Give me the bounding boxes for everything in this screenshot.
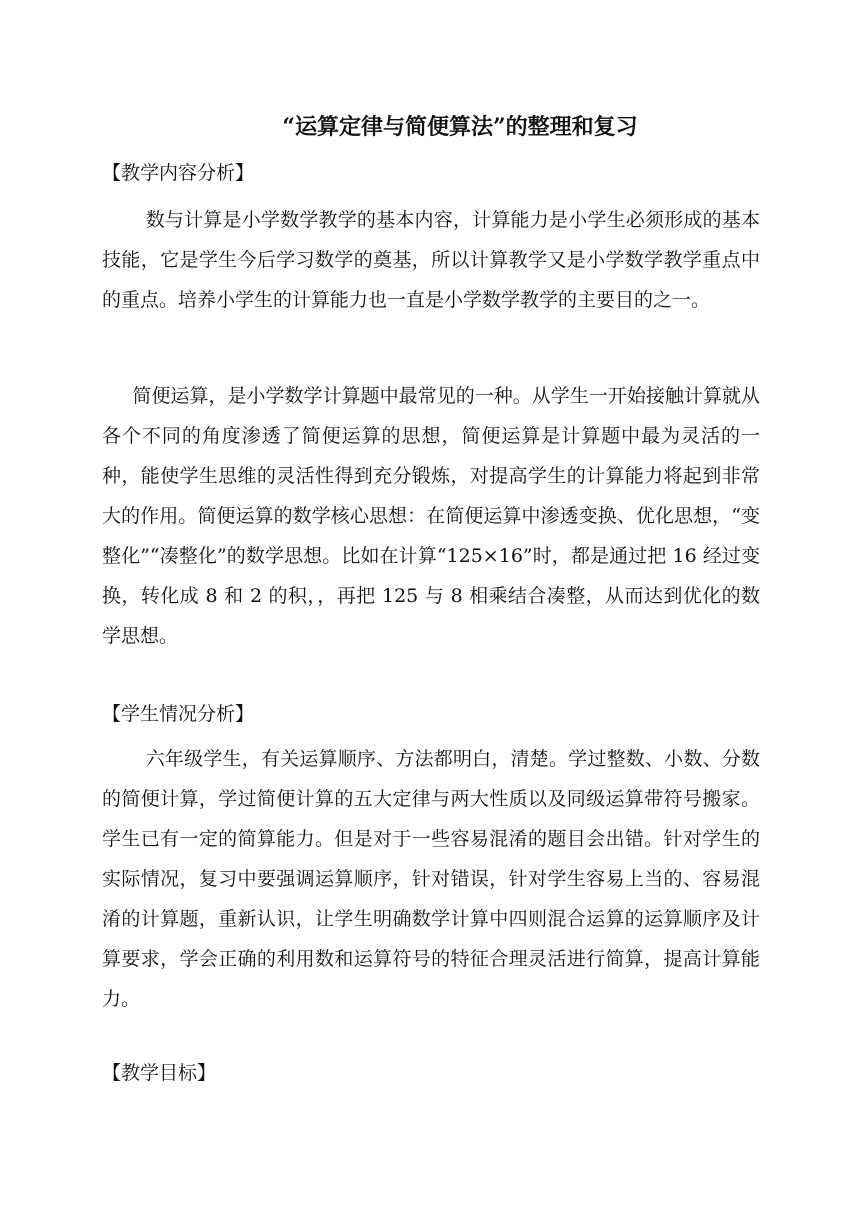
section-heading-content-analysis: 【教学内容分析】 <box>102 162 255 184</box>
section-heading-student-analysis: 【学生情况分析】 <box>102 703 255 725</box>
paragraph-student-analysis-1: 六年级学生，有关运算顺序、方法都明白，清楚。学过整数、小数、分数的简便计算，学过简便计算的五大定律与两大性质以及同级运算带符号搬家。学生已有一定的简算能力。但是对于一些容易混淆的题目会出错。针对学生的实际情况，复习中要强调运算顺序，针对错误，针对学生容易上当的、容易混淆的计算题，重新认识，让学生明确数学计算中四则混合运算的运算顺序及计算要求，学会正确的利用数和运算符号的特征合理灵活进行简算，提高计算能力。 <box>102 748 760 1010</box>
paragraph-content-analysis-1: 数与计算是小学数学教学的基本内容，计算能力是小学生必须形成的基本技能，它是学生今后学习数学的奠基，所以计算教学又是小学数学教学重点中的重点。培养小学生的计算能力也一直是小学数学教学的主要目的之一。 <box>102 209 760 311</box>
section-heading-teaching-goals: 【教学目标】 <box>102 1062 217 1084</box>
paragraph-content-analysis-2: 简便运算，是小学数学计算题中最常见的一种。从学生一开始接触计算就从各个不同的角度渗透了简便运算的思想，简便运算是计算题中最为灵活的一种，能使学生思维的灵活性得到充分锻炼，对提高学生的计算能力将起到非常大的作用。简便运算的数学核心思想：在简便运算中渗透变换、优化思想，“变整化”“凑整化”的数学思想。比如在计算“125×16”时，都是通过把 16 经过变换，转化成 8 和 2 的积，，再把 125 与 8 相乘结合凑整，从而达到优化的数学思想。 <box>102 385 760 647</box>
document-title: “运算定律与简便算法”的整理和复习 <box>282 114 638 140</box>
